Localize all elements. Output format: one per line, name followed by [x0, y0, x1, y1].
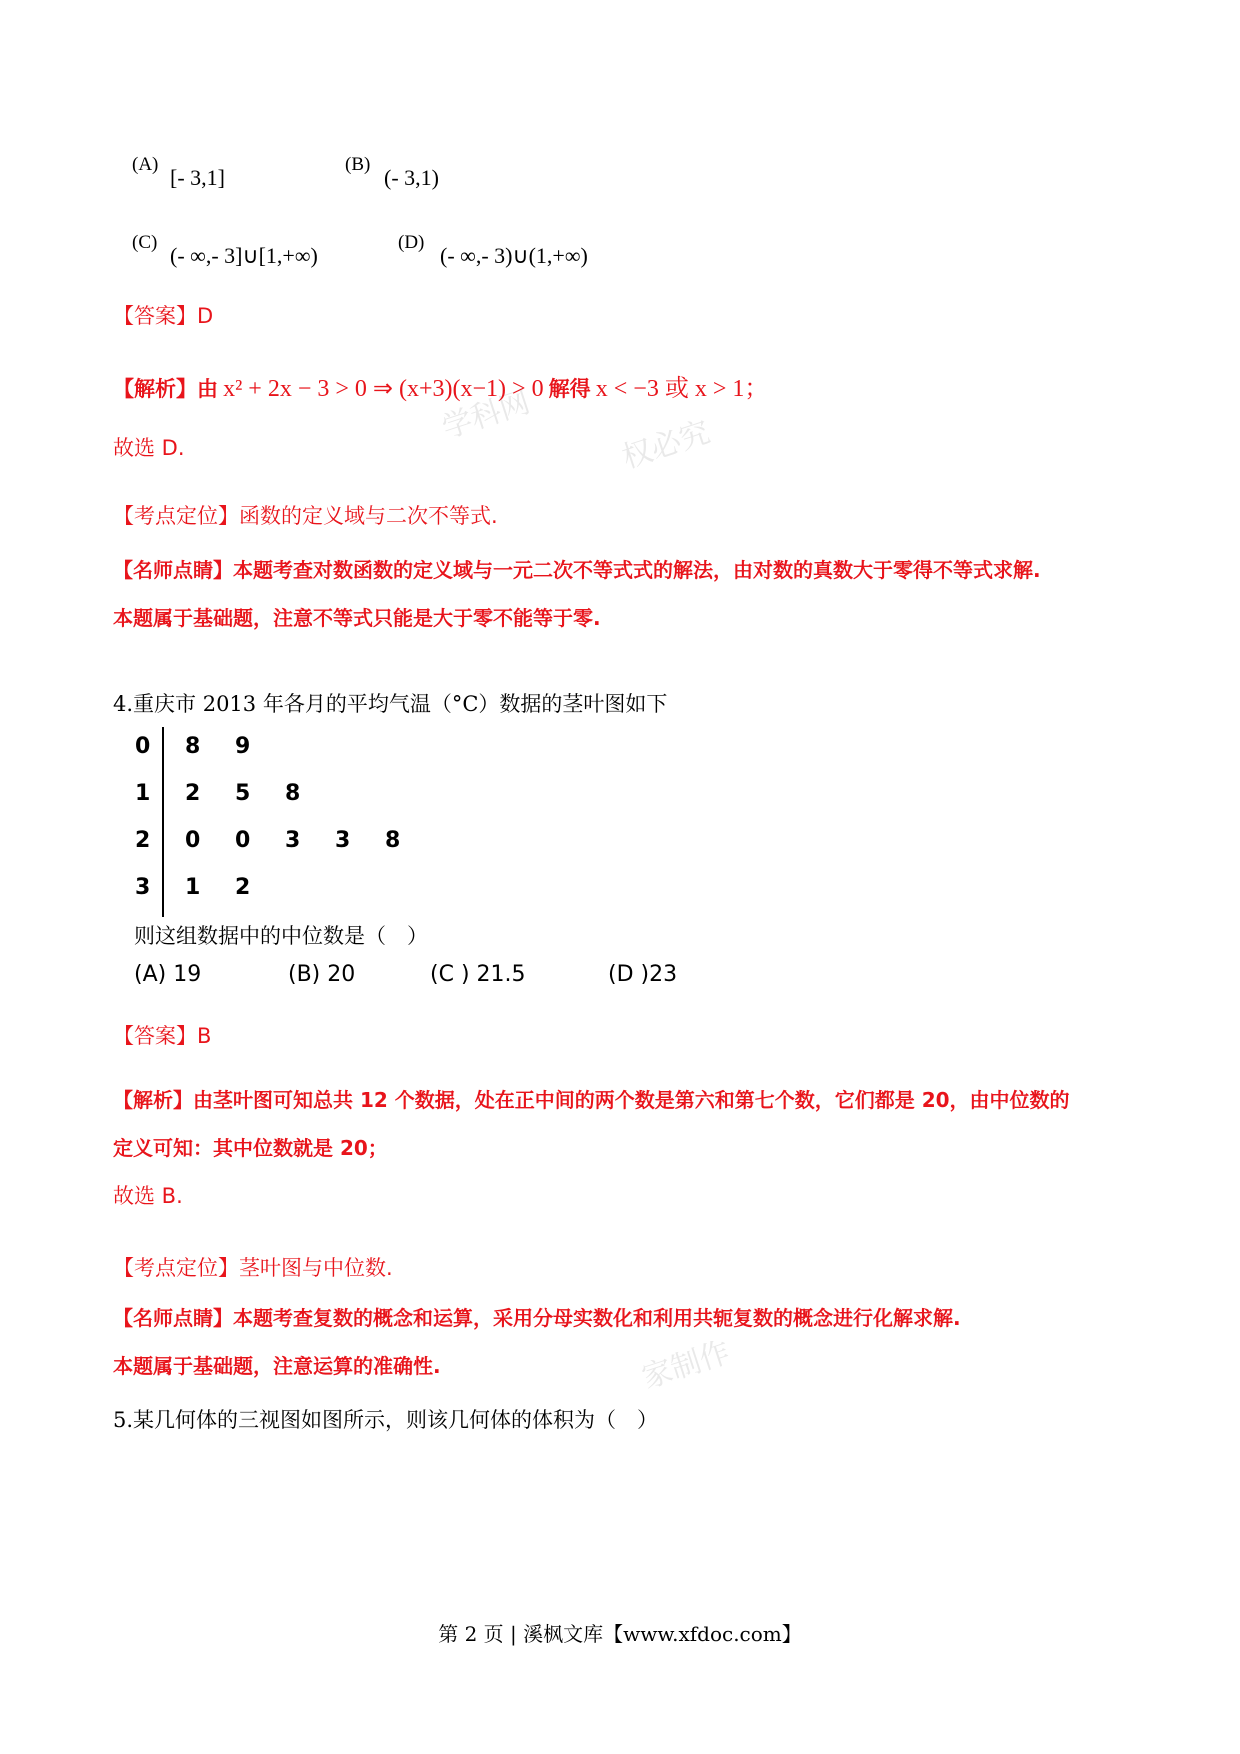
leaf: 0	[185, 828, 201, 853]
option-b-label: (B)	[345, 154, 371, 175]
leaf: 8	[385, 828, 401, 853]
leaf: 8	[285, 781, 301, 806]
q3-comment-line2: 本题属于基础题，注意不等式只能是大于零不能等于零.	[113, 606, 601, 630]
q3-conclusion: 故选 D.	[113, 436, 185, 460]
q3-comment-line1: 【名师点睛】本题考查对数函数的定义域与一元二次不等式式的解法，由对数的真数大于零得不等式求解.	[113, 558, 1041, 582]
q3-analysis	[113, 368, 768, 403]
q3-analysis-result: x < −3 或 x > 1；	[595, 376, 769, 402]
option-b-value: (- 3,1)	[384, 165, 439, 190]
q4-comment-line2: 本题属于基础题，注意运算的准确性.	[113, 1354, 441, 1378]
leaf-row-1	[185, 781, 335, 806]
q3-analysis-formula: x² + 2x − 3 > 0 ⇒ (x+3)(x−1) > 0	[223, 376, 544, 402]
leaf-row-0	[185, 734, 285, 759]
leaf: 3	[335, 828, 351, 853]
leaf: 9	[235, 734, 251, 759]
page-footer: 第 2 页 | 溪枫文库【www.xfdoc.com】	[438, 1622, 802, 1646]
leaf: 3	[285, 828, 301, 853]
stem-leaf-divider	[162, 727, 164, 917]
q4-question: 4.重庆市 2013 年各月的平均气温（°C）数据的茎叶图如下	[113, 692, 668, 716]
q4-analysis-line2: 定义可知：其中位数就是 20；	[113, 1136, 388, 1160]
leaf: 2	[235, 875, 251, 900]
option-a-value: [- 3,1]	[170, 165, 225, 190]
option-a-label: (A)	[132, 154, 159, 175]
q4-choice-b: (B) 20	[288, 962, 356, 987]
q4-answer: 【答案】B	[113, 1024, 212, 1048]
q3-analysis-middle: 解得	[548, 377, 591, 401]
stem-0: 0	[135, 734, 151, 759]
q4-choice-d: (D )23	[608, 962, 678, 987]
q4-conclusion: 故选 B.	[113, 1184, 183, 1208]
leaf: 2	[185, 781, 201, 806]
q5-question: 5.某几何体的三视图如图所示，则该几何体的体积为（ ）	[113, 1408, 659, 1432]
stem-3: 3	[135, 875, 151, 900]
watermark: 权必究	[617, 414, 715, 476]
leaf: 1	[185, 875, 201, 900]
watermark: 家制作	[637, 1334, 735, 1396]
watermark: 学科网	[437, 384, 535, 446]
option-d-value: (- ∞,- 3)∪(1,+∞)	[440, 243, 588, 268]
option-c-label: (C)	[132, 232, 158, 253]
q4-choice-a: (A) 19	[134, 962, 202, 987]
stem-1: 1	[135, 781, 151, 806]
option-d-label: (D)	[398, 232, 425, 253]
q4-point: 【考点定位】茎叶图与中位数.	[113, 1256, 393, 1280]
q3-point: 【考点定位】函数的定义域与二次不等式.	[113, 504, 498, 528]
q4-prompt: 则这组数据中的中位数是（ ）	[134, 924, 428, 948]
leaf: 5	[235, 781, 251, 806]
leaf-row-2	[185, 828, 435, 853]
q3-answer: 【答案】D	[113, 304, 214, 328]
q4-choice-c: (C ) 21.5	[430, 962, 526, 987]
q3-analysis-prefix: 【解析】由	[113, 377, 218, 401]
leaf-row-3	[185, 875, 285, 900]
q4-comment-line1: 【名师点睛】本题考查复数的概念和运算，采用分母实数化和利用共轭复数的概念进行化解求解.	[113, 1306, 961, 1330]
option-c-value: (- ∞,- 3]∪[1,+∞)	[170, 243, 318, 268]
leaf: 0	[235, 828, 251, 853]
q4-analysis-line1: 【解析】由茎叶图可知总共 12 个数据，处在正中间的两个数是第六和第七个数，它们都是 20，由中位数的	[113, 1088, 1070, 1112]
leaf: 8	[185, 734, 201, 759]
stem-2: 2	[135, 828, 151, 853]
